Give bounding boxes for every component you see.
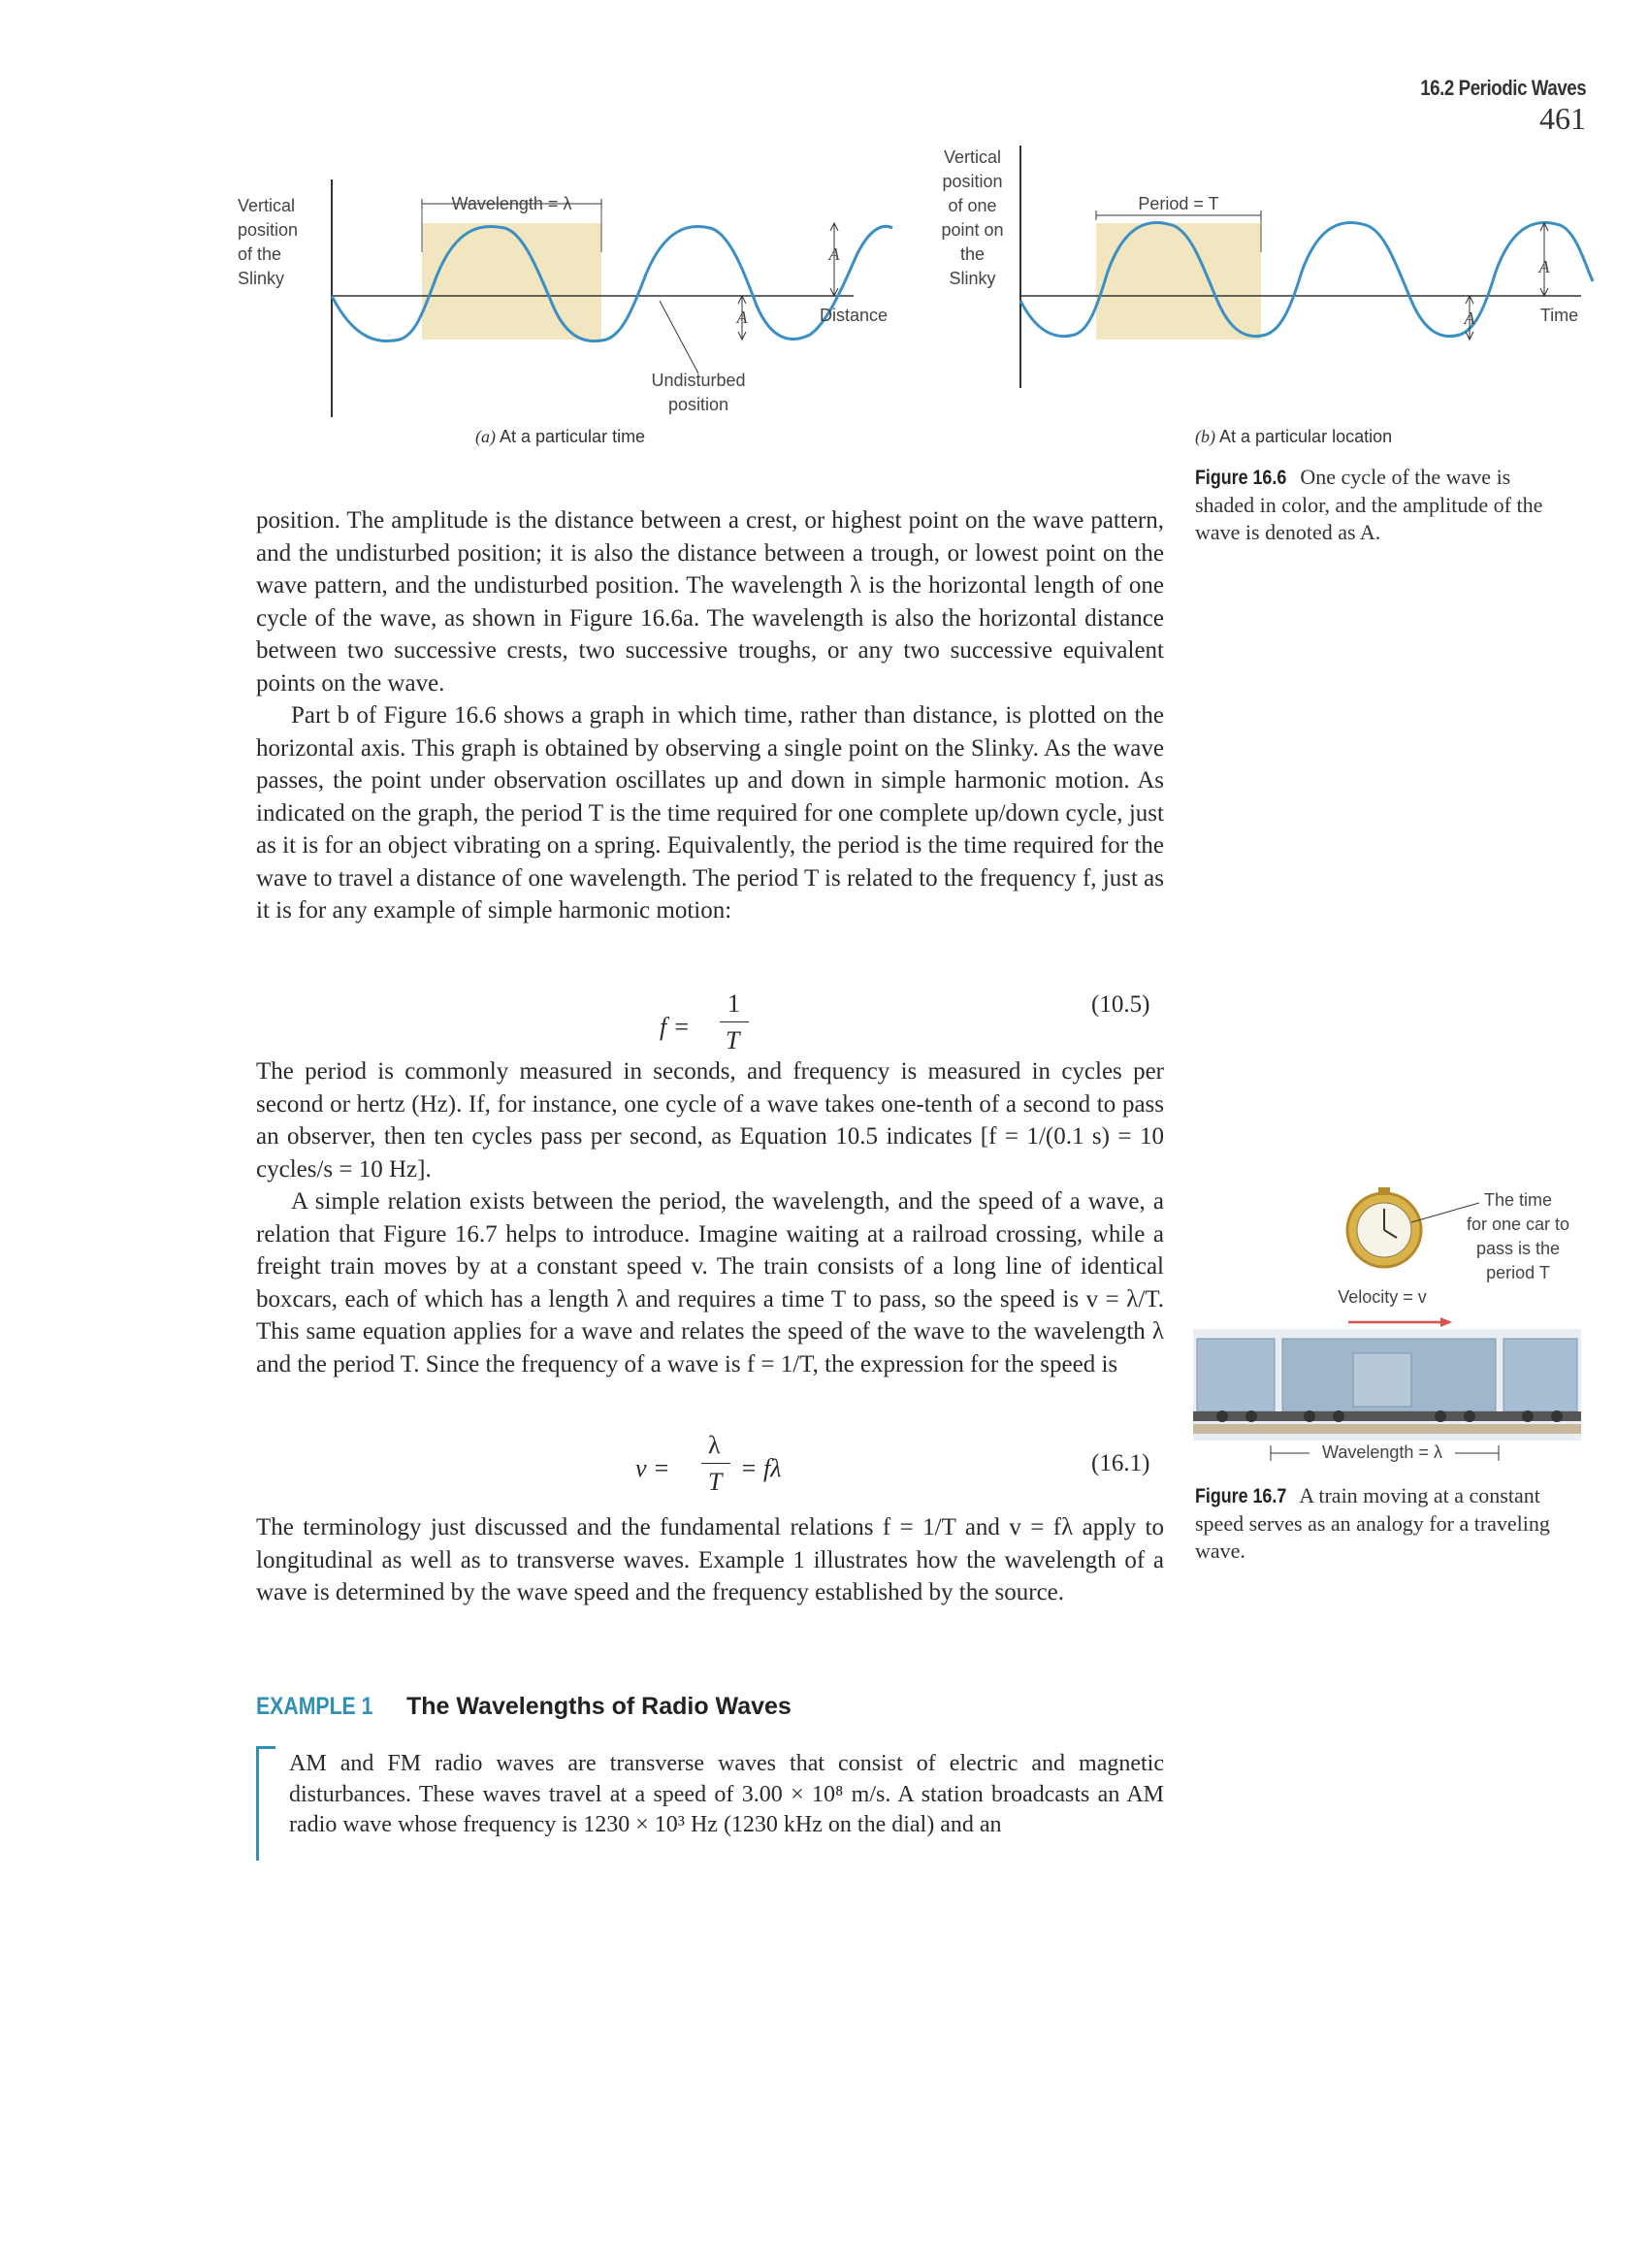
fig-a-amplitude-label-upper: A (828, 244, 840, 264)
fig-b-subcaption: (b) At a particular location (1195, 427, 1393, 446)
fig-a-y-axis-label: Vertical position of the Slinky (238, 196, 299, 288)
fig-b-x-axis-label: Time (1539, 306, 1579, 325)
example-tag: EXAMPLE 1 (256, 1693, 373, 1720)
figure-16-6-caption-text: One cycle of the wave is shaded in color, and the amplitude of the wave is denoted as A. (1195, 465, 1543, 544)
paragraph-5: The terminology just discussed and the fundamental relations f = 1/T and v = fλ apply to longitudinal as well as to transverse waves. Example 1 illustrates how the wavelength of a wave is determined by the wave speed and the frequency established by the source. (256, 1514, 1164, 1605)
fig-a-amplitude-label-lower: A (736, 308, 748, 327)
body-text (256, 504, 1164, 927)
equation-16-1-number: (16.1) (1091, 1450, 1150, 1476)
paragraph-2: Part b of Figure 16.6 shows a graph in which time, rather than distance, is plotted on the horizontal axis. This graph is obtained by observing a single point on the Slinky. As the wave passes, the point under observation oscillates up and down in simple harmonic motion. As indicated on the graph, the period T is the time required for one complete up/down cycle, just as it is for an object vibrating on a spring. Equivalently, the period is the time required for the wave to travel a distance of one wavelength. The period T is related to the frequency f, just as it is for any example of simple harmonic motion: (256, 702, 1164, 923)
fig-16-7-wavelength-label: Wavelength = λ (1310, 1441, 1455, 1465)
fig-a-undisturbed-label: Undisturbed position (651, 371, 746, 414)
wave-curve (332, 226, 892, 340)
shaded-period (1096, 223, 1261, 340)
fig-16-7-velocity-label: Velocity = v (1338, 1287, 1427, 1307)
fig-b-period-label: Period = T (1138, 194, 1219, 213)
figure-16-7-caption (1195, 1482, 1573, 1565)
equation-16-1: v = λ T = fλ (635, 1431, 782, 1496)
boxcar-left (1197, 1339, 1275, 1411)
example-bar-top (256, 1746, 275, 1749)
page-number: 461 (1539, 101, 1586, 136)
example-bar (256, 1746, 259, 1861)
undisturbed-pointer (660, 301, 698, 373)
boxcar-right (1504, 1339, 1577, 1411)
figure-16-6-caption (1195, 464, 1573, 546)
body-text-3 (256, 1511, 1164, 1609)
body-text-2 (256, 1055, 1164, 1380)
fig-b-y-axis-label: Vertical position of one point on the Slinky (941, 147, 1004, 288)
example-text: AM and FM radio waves are transverse waves that consist of electric and magnetic disturbances. These waves travel at a speed of 3.00 × 10⁸ m/s. A station broadcasts an AM radio wave whose frequency is 1230 × 10³ Hz (1230 kHz on the dial) and an (289, 1751, 1164, 1837)
paragraph-1: position. The amplitude is the distance between a crest, or highest point on the wave pattern, and the undisturbed position; it is also the distance between a trough, or lowest point on the wave pattern, and the undisturbed position. The wavelength λ is the horizontal length of one cycle of the wave, as shown in Figure 16.6a. The wavelength is also the horizontal distance between two successive crests, two successive troughs, or any two successive equivalent points on the wave. (256, 507, 1164, 697)
section-title: 16.2 Periodic Waves (1419, 76, 1586, 100)
paragraph-4: A simple relation exists between the period, the wavelength, and the speed of a wave, a relation that Figure 16.7 helps to introduce. Imagine waiting at a railroad crossing, while a freight train moves by at a constant speed v. The train consists of a long line of identical boxcars, each of which has a length λ and requires a time T to pass, so the speed is v = λ/T. This same equation applies for a wave and relates the speed of the wave to the wavelength λ and the period T. Since the frequency of a wave is f = 1/T, the expression for the speed is (256, 1188, 1164, 1377)
equation-10-5-number: (10.5) (1091, 991, 1150, 1018)
figure-16-7-label: Figure 16.7 (1195, 1485, 1287, 1507)
equation-10-5: f = 1 T (660, 989, 766, 1067)
example-heading (256, 1693, 792, 1721)
fig-b-amplitude-label-upper: A (1538, 257, 1550, 276)
fig-a-subcaption: (a) At a particular time (475, 427, 646, 446)
example-title: The Wavelengths of Radio Waves (406, 1693, 792, 1720)
fig-16-7-time-label: The time for one car to pass is the period T (1466, 1190, 1570, 1282)
paragraph-3: The period is commonly measured in seconds, and frequency is measured in cycles per second or hertz (Hz). If, for instance, one cycle of a wave takes one-tenth of a second to pass an observer, then ten cycles pass per second, as Equation 10.5 indicates [f = 1/(0.1 s) = 10 cycles/s = 10 Hz]. (256, 1058, 1164, 1183)
shaded-cycle (422, 223, 601, 340)
figure-16-6-label: Figure 16.6 (1195, 467, 1287, 489)
figure-16-6b-graph (999, 146, 1600, 398)
fig-a-x-axis-label: Distance (819, 306, 889, 325)
figure-16-7-caption-text: A train moving at a constant speed serves as an analogy for a traveling wave. (1195, 1483, 1550, 1563)
fig-b-amplitude-label-lower: A (1464, 308, 1475, 328)
fig-a-wavelength-label: Wavelength = λ (451, 194, 572, 213)
running-head (1343, 76, 1586, 137)
